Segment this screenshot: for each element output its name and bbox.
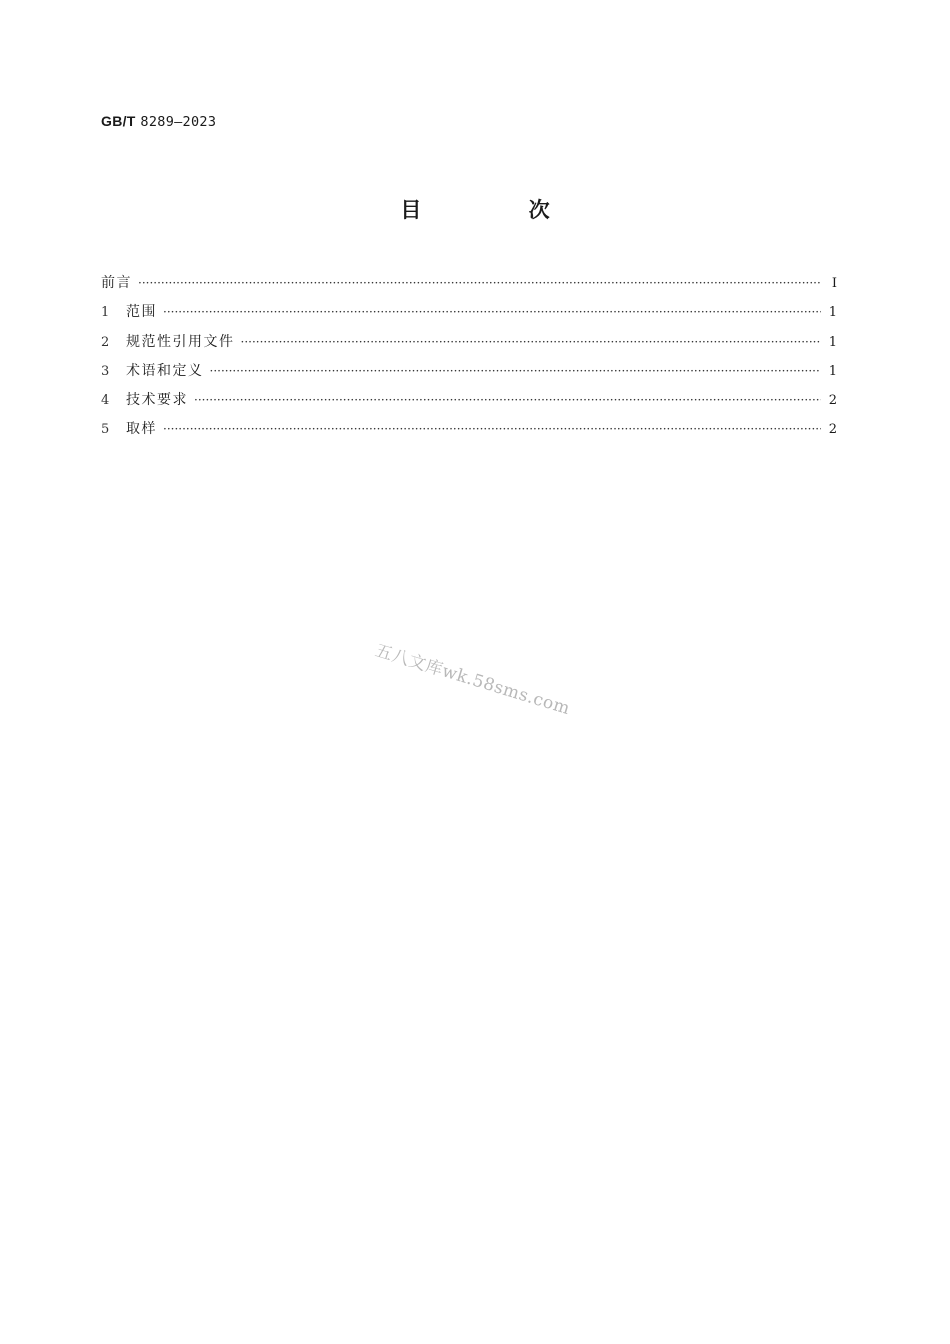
toc-entry-sampling[interactable] (101, 418, 837, 447)
toc-dot-leader (138, 276, 821, 290)
watermark: 五八文库wk.58sms.com (372, 640, 573, 720)
toc-entry-page: 2 (828, 422, 837, 438)
toc-entry-label: 术语和定义 (126, 362, 204, 379)
toc-entry-label: 前言 (101, 275, 132, 291)
toc-entry-page: I (831, 276, 837, 291)
toc-entry-label: 取样 (126, 421, 157, 438)
standard-code-prefix: GB/T (101, 113, 136, 129)
toc-entry-number: 5 (101, 422, 110, 438)
toc-entry-label: 规范性引用文件 (126, 333, 235, 350)
toc-entry-page: 1 (828, 334, 837, 350)
toc-entry-label: 技术要求 (126, 392, 188, 409)
toc-entry-page: 2 (828, 393, 837, 409)
toc-entry-normative-references[interactable] (101, 331, 837, 360)
table-of-contents (101, 272, 837, 448)
toc-dot-leader (241, 335, 821, 349)
toc-entry-number: 4 (101, 393, 110, 409)
toc-entry-terms-definitions[interactable] (101, 360, 837, 389)
toc-entry-foreword[interactable] (101, 272, 837, 301)
toc-entry-label: 范围 (126, 304, 157, 321)
toc-entry-page: 1 (828, 305, 837, 321)
standard-code-number: 8289—2023 (140, 114, 217, 130)
toc-entry-number: 1 (101, 305, 110, 321)
toc-entry-number: 3 (101, 363, 110, 379)
toc-dot-leader (163, 422, 821, 436)
toc-entry-page: 1 (828, 363, 837, 379)
toc-dot-leader (210, 364, 821, 378)
toc-entry-number: 2 (101, 334, 110, 350)
toc-dot-leader (194, 393, 821, 407)
toc-entry-scope[interactable] (101, 301, 837, 330)
toc-dot-leader (163, 305, 821, 319)
standard-code (101, 113, 216, 130)
toc-entry-technical-requirements[interactable] (101, 389, 837, 418)
toc-title: 目 次 (400, 198, 600, 222)
